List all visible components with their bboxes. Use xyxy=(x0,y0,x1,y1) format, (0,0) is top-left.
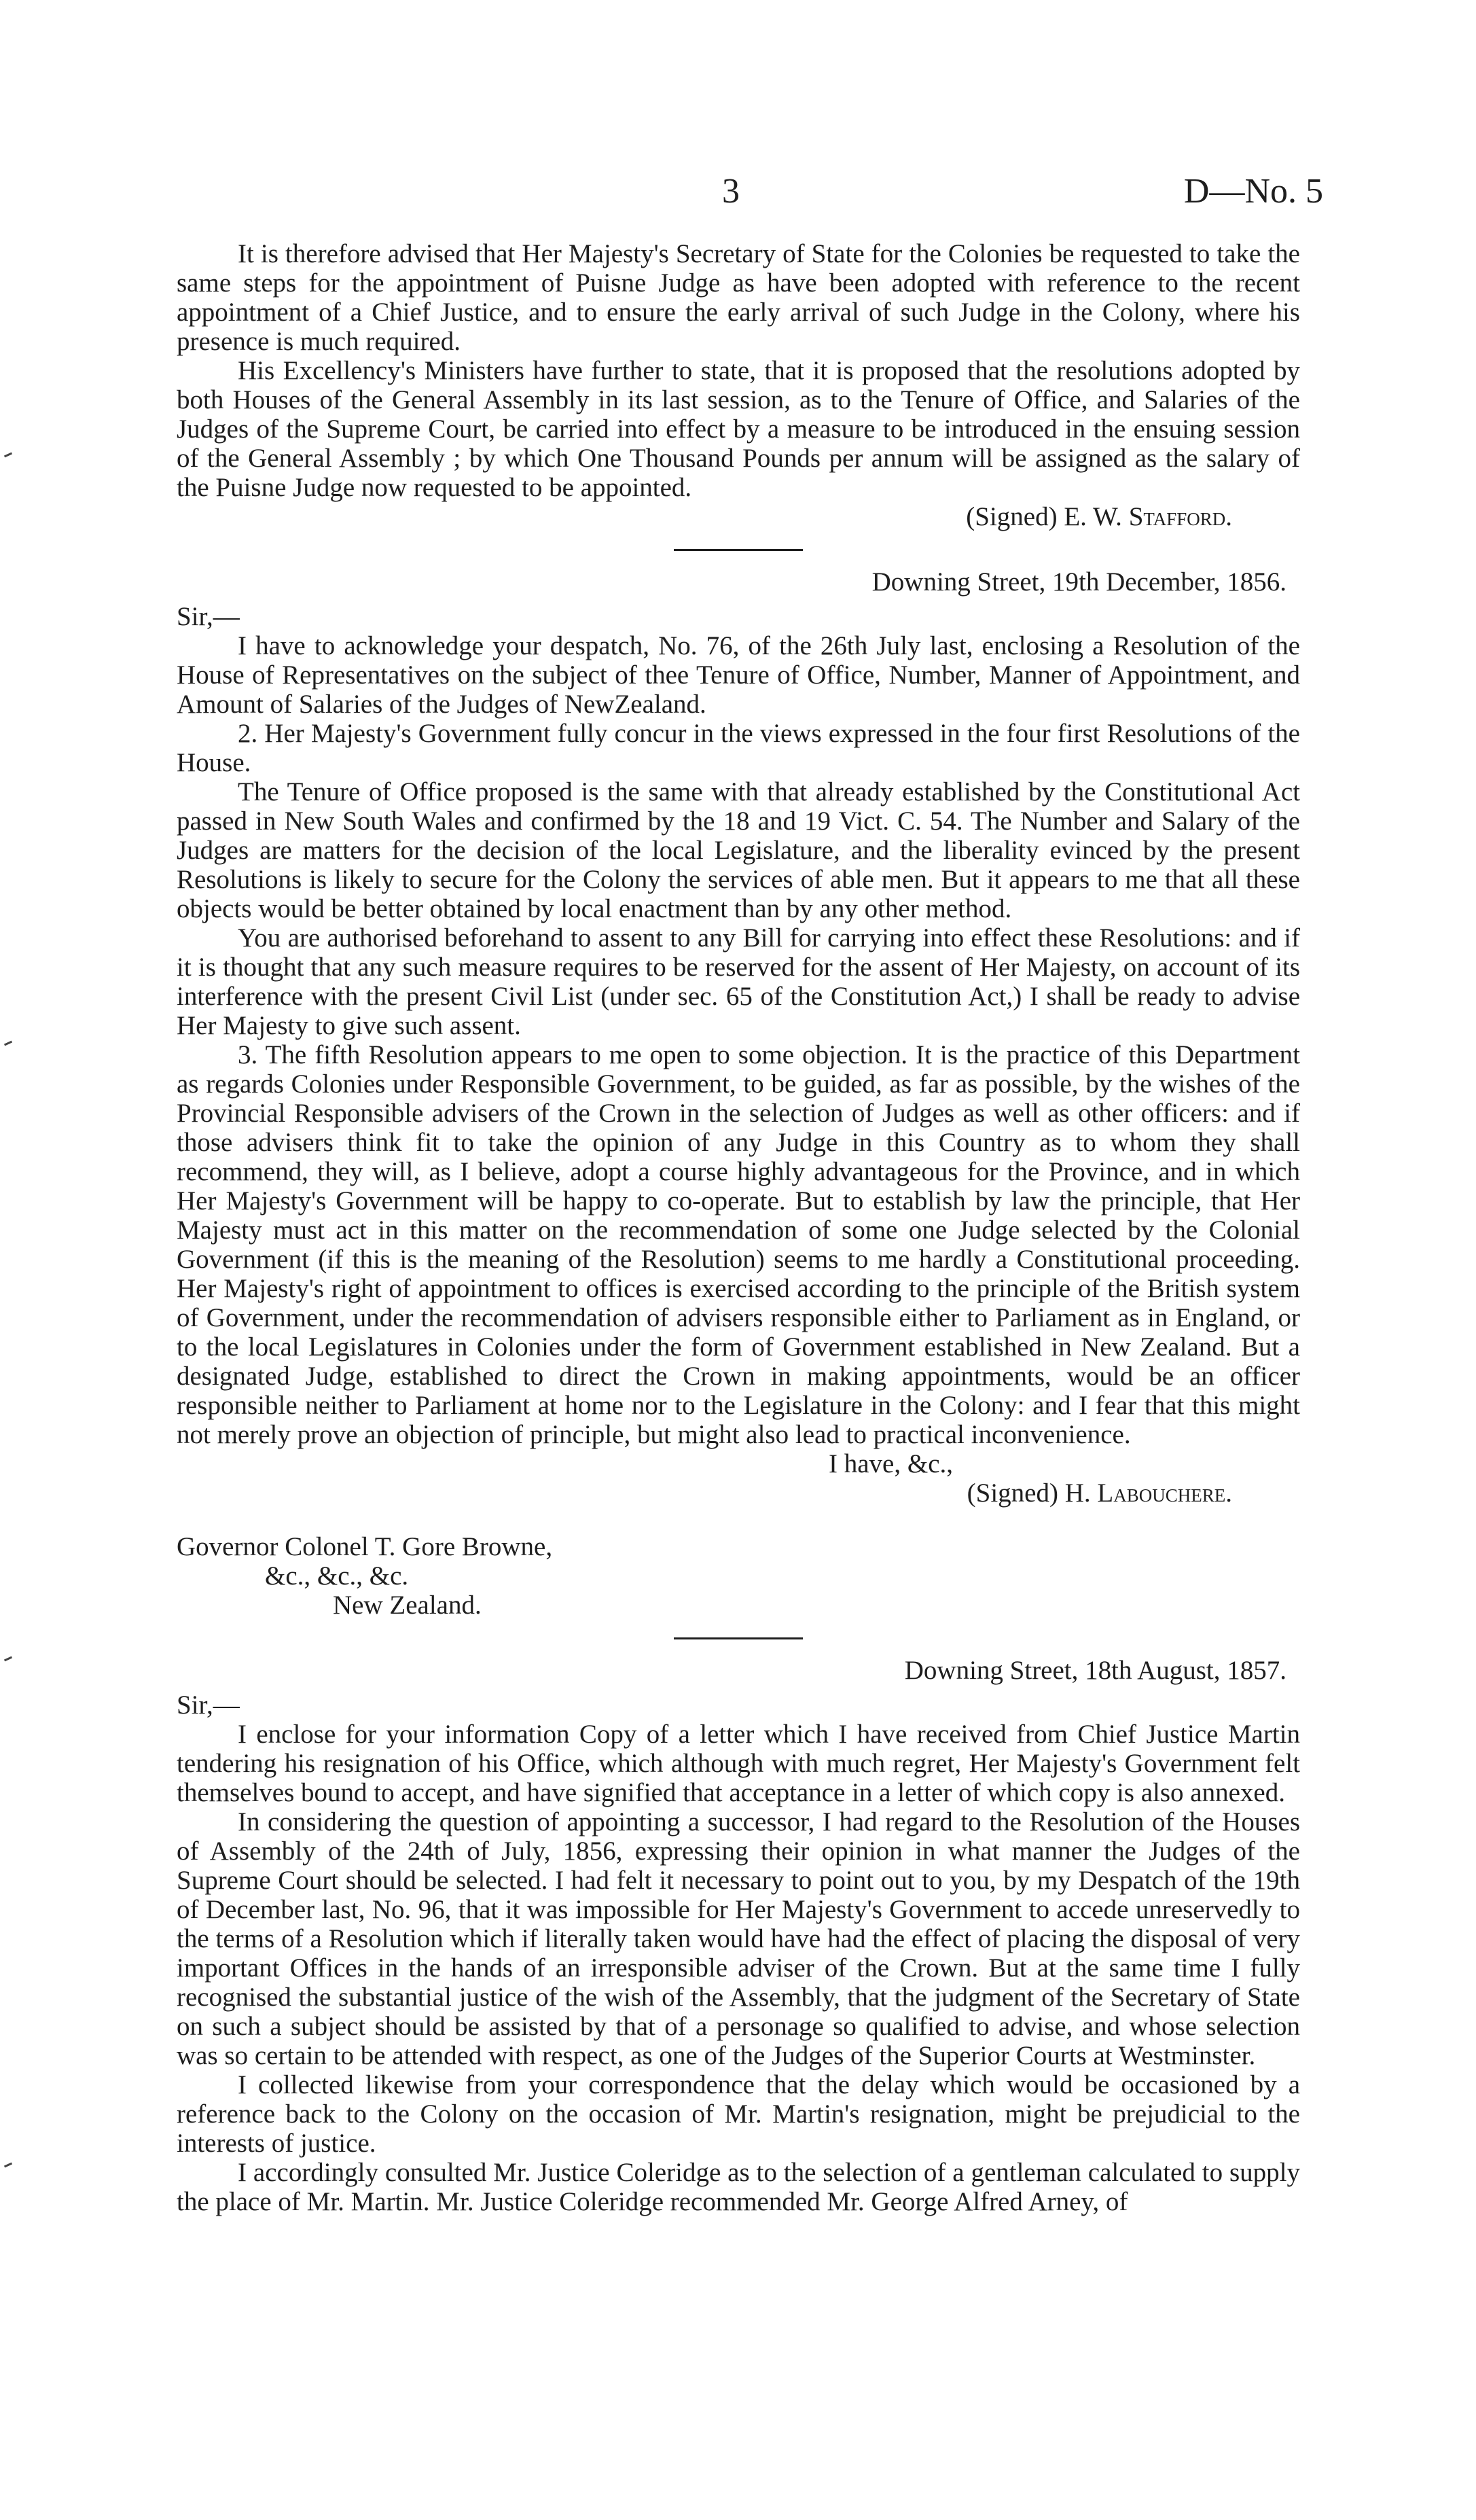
addressee-line: &c., &c., &c. xyxy=(265,1561,409,1591)
section-divider xyxy=(674,549,803,551)
paragraph: I enclose for your information Copy of a letter which I have received from Chief Justice Martin tendering his resignation of his Office, which although with much regret, Her Majesty's Government felt themselves bound to accept, and have signified that acceptance in a letter of which copy is also annexed. xyxy=(177,1720,1300,1807)
paragraph: His Excellency's Ministers have further to state, that it is proposed that the resolutions adopted by both Houses of the General Assembly in its last session, as to the Tenure of Office, and Salaries of the Judges of the Supreme Court, be carried into effect by a measure to be introduced in the ensuing session of the General Assembly ; by which One Thousand Pounds per annum will be assigned as the salary of the Puisne Judge now requested to be appointed. xyxy=(177,356,1300,502)
section-divider xyxy=(674,1637,803,1639)
margin-mark xyxy=(4,1656,12,1662)
salutation: Sir,— xyxy=(177,602,240,631)
paragraph: The Tenure of Office proposed is the same with that already established by the Constitutional Act passed in New South Wales and confirmed by the 18 and 19 Vict. C. 54. The Number and Salary of the Judges are matters for the decision of the local Legislature, and the liberality evinced by the present Resolutions is likely to secure for the Colony the services of able men. But it appears to me that all these objects would be better obtained by local enactment than by any other method. xyxy=(177,777,1300,923)
salutation: Sir,— xyxy=(177,1690,240,1720)
paragraph: I collected likewise from your correspondence that the delay which would be occasioned by a reference back to the Colony on the occasion of Mr. Martin's resignation, might be prejudicial to the interests of justice. xyxy=(177,2070,1300,2158)
letter-1857 xyxy=(177,1656,1300,2216)
paragraph: 3. The fifth Resolution appears to me open to some objection. It is the practice of this Department as regards Colonies under Responsible Government, to be guided, as far as possible, by the wishes of the Provincial Responsible advisers of the Crown in the selection of Judges as well as other officers: and if those advisers think fit to take the opinion of any Judge in this Country as to whom they shall recommend, they will, as I believe, adopt a course highly advantageous for the Province, and in which Her Majesty's Government will be happy to co-operate. But to establish by law the principle, that Her Majesty must act in this matter on the recommendation of some one Judge selected by the Colonial Government (if this is the meaning of the Resolution) seems to me hardly a Constitutional proceeding. Her Majesty's right of appointment to offices is exercised according to the principle of the British system of Government, under the recommendation of advisers responsible either to Parliament as in England, or to the local Legislatures in Colonies under the form of Government established in New Zealand. But a designated Judge, established to direct the Crown in making appointments, would be an officer responsible neither to Parliament at home nor to the Legislature in the Colony: and I fear that this might not merely prove an objection of principle, but might also lead to practical inconvenience. xyxy=(177,1040,1300,1449)
signature-name: Labouchere. xyxy=(1097,1478,1232,1508)
closing: I have, &c., xyxy=(829,1449,954,1478)
document-body xyxy=(177,239,1300,2216)
addressee-line: New Zealand. xyxy=(333,1591,482,1620)
margin-mark xyxy=(4,452,12,458)
paragraph: I have to acknowledge your despatch, No. 76, of the 26th July last, enclosing a Resolution of the House of Representatives on the subject of thee Tenure of Office, Number, Manner of Appointment, and Amount of Salaries of the Judges of NewZealand. xyxy=(177,631,1300,719)
document-reference: D—No. 5 xyxy=(1183,172,1323,211)
signature-name: Stafford. xyxy=(1128,502,1232,531)
letter-1856 xyxy=(177,567,1300,1620)
signature xyxy=(177,502,1300,531)
signature xyxy=(177,1478,1300,1508)
paragraph: In considering the question of appointing a successor, I had regard to the Resolution of the Houses of Assembly of the 24th of July, 1856, expressing their opinion in what manner the Judges of the Supreme Court should be selected. I had felt it necessary to point out to you, by my Despatch of the 19th of December last, No. 96, that it was impossible for Her Majesty's Government to accede unreservedly to the terms of a Resolution which if literally taken would have had the effect of placing the disposal of very important Offices in the hands of an irresponsible adviser of the Crown. But at the same time I fully recognised the substantial justice of the wish of the Assembly, that the judgment of the Secretary of State on such a subject should be assisted by that of a personage so qualified to advise, and whose selection was so certain to be attended with respect, as one of the Judges of the Superior Courts at Westminster. xyxy=(177,1807,1300,2070)
paragraph: It is therefore advised that Her Majesty's Secretary of State for the Colonies be requested to take the same steps for the appointment of Puisne Judge as have been adopted with reference to the recent appointment of a Chief Justice, and to ensure the early arrival of such Judge in the Colony, where his presence is much required. xyxy=(177,239,1300,356)
margin-mark xyxy=(4,1041,12,1046)
signature-prefix: (Signed) E. W. xyxy=(966,502,1122,531)
dateline: Downing Street, 18th August, 1857. xyxy=(904,1656,1286,1685)
margin-mark xyxy=(4,2163,12,2168)
signature-prefix: (Signed) H. xyxy=(967,1478,1091,1508)
addressee-line: Governor Colonel T. Gore Browne, xyxy=(177,1532,553,1561)
dateline: Downing Street, 19th December, 1856. xyxy=(871,567,1286,597)
paragraph: 2. Her Majesty's Government fully concur in the views expressed in the four first Resolutions of the House. xyxy=(177,719,1300,777)
page-number: 3 xyxy=(722,172,740,211)
paragraph: You are authorised beforehand to assent to any Bill for carrying into effect these Resolutions: and if it is thought that any such measure requires to be reserved for the assent of Her Majesty, on account of its interference with the present Civil List (under sec. 65 of the Constitution Act,) I shall be ready to advise Her Majesty to give such assent. xyxy=(177,923,1300,1040)
stafford-memo xyxy=(177,239,1300,531)
paragraph: I accordingly consulted Mr. Justice Coleridge as to the selection of a gentleman calculated to supply the place of Mr. Martin. Mr. Justice Coleridge recommended Mr. George Alfred Arney, of xyxy=(177,2158,1300,2216)
